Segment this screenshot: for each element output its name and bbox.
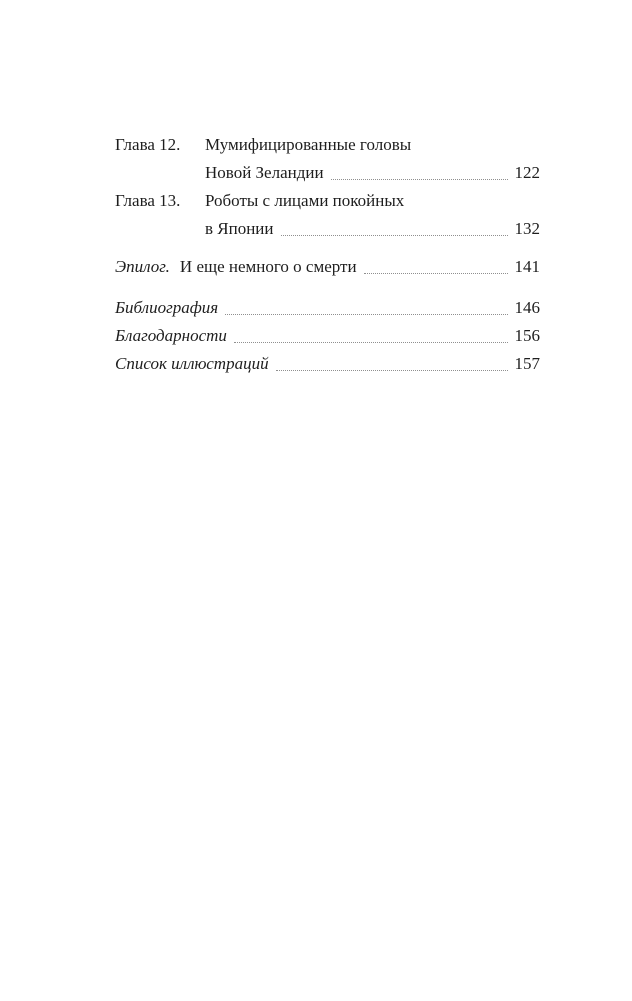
page-number: 146 bbox=[514, 298, 540, 317]
epilogue-title: И еще немного о смерти bbox=[179, 257, 357, 276]
toc-entry-bibliography bbox=[115, 294, 540, 322]
table-of-contents bbox=[115, 131, 540, 378]
toc-entry-chapter12-line2 bbox=[115, 159, 540, 187]
page-number: 156 bbox=[514, 326, 540, 345]
dot-leader bbox=[281, 235, 508, 236]
chapter-label: Глава 13. bbox=[115, 191, 181, 210]
epilogue-label: Эпилог. bbox=[115, 257, 170, 276]
toc-entry-acknowledgements bbox=[115, 322, 540, 350]
chapter-title-line1: Роботы с лицами покойных bbox=[205, 191, 405, 210]
dot-leader bbox=[234, 342, 508, 343]
chapter-title-line2: Новой Зеландии bbox=[205, 163, 324, 182]
page-number: 132 bbox=[514, 219, 540, 238]
chapter-title-line2: в Японии bbox=[205, 219, 274, 238]
toc-entry-epilogue bbox=[115, 253, 540, 281]
backmatter-title: Список иллюстраций bbox=[115, 354, 269, 373]
chapter-title-line1: Мумифицированные головы bbox=[205, 135, 412, 154]
page-number: 141 bbox=[514, 257, 540, 276]
dot-leader bbox=[331, 179, 508, 180]
backmatter-title: Благодарности bbox=[115, 326, 227, 345]
toc-entry-chapter12-line1 bbox=[115, 131, 540, 159]
dot-leader bbox=[276, 370, 508, 371]
toc-entry-chapter13-line2 bbox=[115, 215, 540, 243]
toc-entry-illustrations-list bbox=[115, 350, 540, 378]
dot-leader bbox=[364, 273, 508, 274]
chapter-label: Глава 12. bbox=[115, 135, 181, 154]
page-number: 157 bbox=[514, 354, 540, 373]
toc-entry-chapter13-line1 bbox=[115, 187, 540, 215]
page-number: 122 bbox=[514, 163, 540, 182]
dot-leader bbox=[225, 314, 507, 315]
backmatter-title: Библиография bbox=[115, 298, 219, 317]
